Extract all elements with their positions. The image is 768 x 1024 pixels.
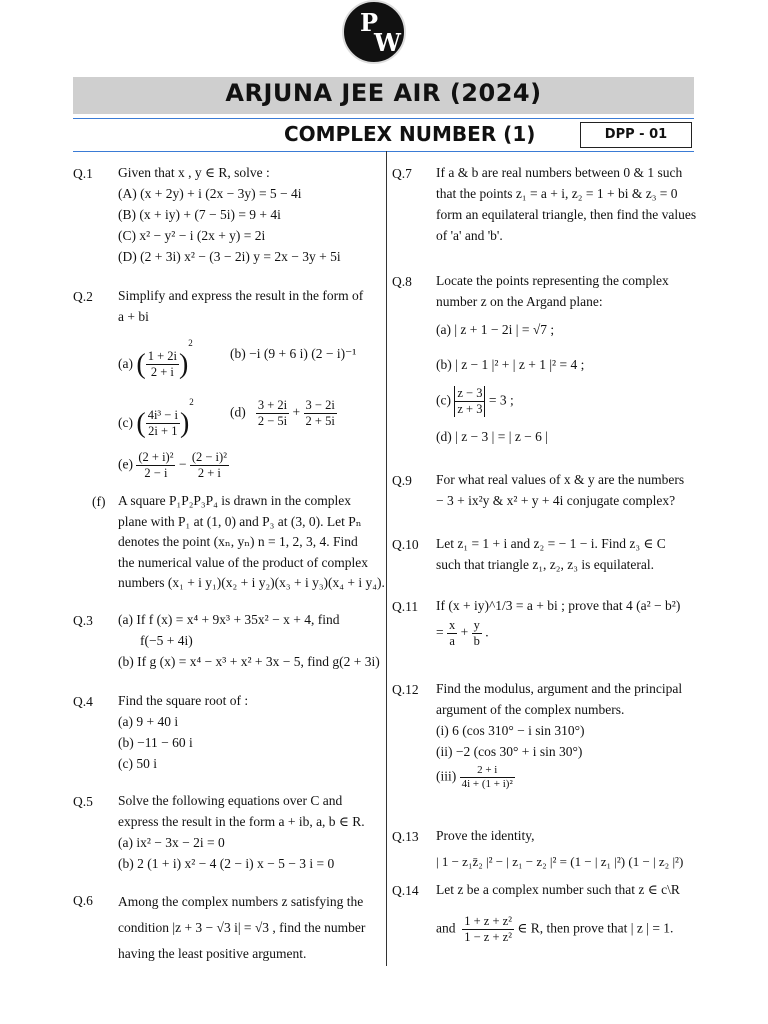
q2-number: Q.2 xyxy=(73,289,93,304)
q14-number: Q.14 xyxy=(392,883,419,898)
q2-a-fraction xyxy=(146,349,179,380)
q2-c-fraction xyxy=(146,408,180,439)
page-title: ARJUNA JEE AIR (2024) xyxy=(225,79,542,107)
q2-part-c xyxy=(118,392,194,439)
q6-body xyxy=(118,889,365,967)
q9-number: Q.9 xyxy=(392,473,412,488)
q1-part-d: (D) (2 + 3i) x² − (3 − 2i) y = 2x − 3y + 5i xyxy=(118,249,341,264)
q8-body xyxy=(436,270,669,312)
q2-d-fraction-2 xyxy=(304,398,337,429)
q13-line-1: Prove the identity, xyxy=(436,828,535,843)
q8-line-1: Locate the points representing the complex xyxy=(436,273,669,288)
q12-iii-label: (iii) xyxy=(436,768,457,784)
q8-part-d: (d) | z − 3 | = | z − 6 | xyxy=(436,429,549,444)
q13-body xyxy=(436,825,683,872)
q5-body xyxy=(118,790,365,874)
q2-line-2: a + bi xyxy=(118,309,149,324)
fraction-denominator: z + 3 xyxy=(457,402,483,416)
q12-iii-fraction xyxy=(460,764,515,791)
q13-identity: | 1 − z₁z̄₂ |² − | z₁ − z₂ |² = (1 − | z₁ |²) (1 − | z₂ |²) xyxy=(436,854,684,869)
paren-left: ( xyxy=(136,407,146,439)
q4-part-c: (c) 50 i xyxy=(118,756,157,771)
q1-part-c: (C) x² − y² − i (2x + y) = 2i xyxy=(118,228,266,243)
q2-part-a xyxy=(118,333,193,380)
q11-fraction-2 xyxy=(472,618,482,649)
q2-d-fraction-1 xyxy=(256,398,289,429)
q6-line-1: Among the complex numbers z satisfying the xyxy=(118,894,364,909)
q1-part-b: (B) (x + iy) + (7 − 5i) = 9 + 4i xyxy=(118,207,281,222)
q6-line-3: having the least positive argument. xyxy=(118,946,307,961)
fraction-denominator: 2 + i xyxy=(150,365,174,380)
q2-e-minus: − xyxy=(178,456,187,472)
q13-number: Q.13 xyxy=(392,829,419,844)
paren-right: ) xyxy=(179,407,190,439)
q10-body xyxy=(436,533,666,575)
fraction-denominator: 4i + (1 + i)² xyxy=(461,778,513,790)
fraction-numerator: 1 + 2i xyxy=(147,349,177,364)
q2-a-label: (a) xyxy=(118,356,133,371)
fraction-denominator: b xyxy=(473,634,480,648)
q7-line-4: of 'a' and 'b'. xyxy=(436,228,503,243)
dpp-badge: DPP - 01 xyxy=(580,122,692,148)
q8-number: Q.8 xyxy=(392,274,412,289)
q2-part-d xyxy=(230,398,337,429)
q5-part-a: (a) ix² − 3x − 2i = 0 xyxy=(118,835,225,850)
q14-and: and xyxy=(436,920,456,936)
q2-f-line-2: plane with P₁ at (1, 0) and P₃ at (3, 0). Let Pₙ xyxy=(118,513,362,529)
q14-line-1: Let z be a complex number such that z ∈ c\R xyxy=(436,882,680,897)
logo-letter-p: P xyxy=(360,8,379,37)
q8-part-a: (a) | z + 1 − 2i | = √7 ; xyxy=(436,322,555,337)
modulus-bars xyxy=(454,386,485,417)
fraction-denominator: 1 − z + z² xyxy=(464,930,512,944)
q10-number: Q.10 xyxy=(392,537,419,552)
period: . xyxy=(485,624,489,640)
q5-part-b: (b) 2 (1 + i) x² − 4 (2 − i) x − 5 − 3 i = 0 xyxy=(118,856,335,871)
q4-part-b: (b) −11 − 60 i xyxy=(118,735,193,750)
q2-e-fraction-1 xyxy=(136,450,175,481)
q2-f-line-3: denotes the point (xₙ, yₙ) n = 1, 2, 3, 4. Find xyxy=(118,534,358,549)
q11-number: Q.11 xyxy=(392,599,419,614)
q14-line-2 xyxy=(436,914,680,945)
q1-body xyxy=(118,162,341,267)
q9-line-1: For what real values of x & y are the numbers xyxy=(436,472,685,487)
paren-right: ) xyxy=(178,348,189,380)
q14-fraction xyxy=(462,914,514,945)
q2-f-line-1: A square P₁P₂P₃P₄ is drawn in the complex xyxy=(118,493,351,508)
column-divider xyxy=(386,151,387,966)
q11-fraction-1 xyxy=(447,618,457,649)
q8-c-label: (c) xyxy=(436,392,451,408)
q7-line-3: form an equilateral triangle, then find the values xyxy=(436,207,697,222)
q12-part-ii: (ii) −2 (cos 30° + i sin 30°) xyxy=(436,744,583,759)
q2-part-b: (b) −i (9 + 6 i) (2 − i)⁻¹ xyxy=(230,346,357,361)
q4-line: Find the square root of : xyxy=(118,693,249,708)
q2-part-f xyxy=(118,491,385,594)
q11-line-2 xyxy=(436,618,680,649)
q8-part-b: (b) | z − 1 |² + | z + 1 |² = 4 ; xyxy=(436,357,585,372)
q4-body xyxy=(118,690,248,774)
q3-number: Q.3 xyxy=(73,613,93,628)
paren-left: ( xyxy=(136,348,146,380)
fraction-numerator: y xyxy=(473,618,480,632)
q12-part-i: (i) 6 (cos 310° − i sin 310°) xyxy=(436,723,585,738)
q11-body xyxy=(436,595,680,649)
q6-line-2: condition |z + 3 − √3 i| = √3 , find the number xyxy=(118,920,366,935)
fraction-numerator: z − 3 xyxy=(457,386,483,400)
q10-line-1: Let z₁ = 1 + i and z₂ = − 1 − i. Find z₃ ∈ C xyxy=(436,536,666,551)
q3-line-1: (a) If f (x) = x⁴ + 9x³ + 35x² − x + 4, find xyxy=(118,612,340,627)
q2-d-label: (d) xyxy=(230,404,246,420)
equals-sign: = xyxy=(436,624,444,640)
q9-line-2: − 3 + ix²y & x² + y + 4i conjugate complex? xyxy=(436,493,676,508)
q3-body xyxy=(118,609,380,672)
q2-d-plus: + xyxy=(292,404,301,420)
q2-e-fraction-2 xyxy=(190,450,229,481)
fraction-numerator: (2 − i)² xyxy=(191,450,227,464)
fraction-denominator: 2i + 1 xyxy=(148,424,178,439)
q12-body xyxy=(436,678,682,762)
q12-part-iii xyxy=(436,764,515,791)
q7-line-2: that the points z₁ = a + i, z₂ = 1 + bi & z₃ = 0 xyxy=(436,186,678,201)
q3-line-2: f(−5 + 4i) xyxy=(140,633,193,648)
fraction-numerator: 1 + z + z² xyxy=(464,914,512,928)
q1-number: Q.1 xyxy=(73,166,93,181)
q2-f-line-5: numbers (x₁ + i y₁)(x₂ + i y₂)(x₃ + i y₃)(x₄ + i y₄). xyxy=(118,575,385,590)
q1-part-a: (A) (x + 2y) + i (2x − 3y) = 5 − 4i xyxy=(118,186,302,201)
q2-line-1: Simplify and express the result in the form of xyxy=(118,288,364,303)
fraction-denominator: 2 + 5i xyxy=(305,414,335,428)
fraction-denominator: 2 − 5i xyxy=(257,414,288,428)
q7-number: Q.7 xyxy=(392,166,412,181)
q12-number: Q.12 xyxy=(392,682,419,697)
fraction-numerator: 4i³ − i xyxy=(147,408,178,423)
q4-number: Q.4 xyxy=(73,694,93,709)
q2-e-label: (e) xyxy=(118,456,133,472)
q11-line-1: If (x + iy)^1/3 = a + bi ; prove that 4 (a² − b²) xyxy=(436,598,681,613)
fraction-numerator: x xyxy=(449,618,456,632)
fraction-numerator: 3 − 2i xyxy=(305,398,335,412)
q12-line-2: argument of the complex numbers. xyxy=(436,702,625,717)
q9-body xyxy=(436,469,684,511)
fraction-denominator: 2 + i xyxy=(197,466,221,480)
q14-body xyxy=(436,879,680,945)
q1-line: Given that x , y ∈ R, solve : xyxy=(118,165,270,180)
q8-part-c xyxy=(436,386,514,417)
q2-body xyxy=(118,285,363,327)
subtitle-divider xyxy=(73,151,694,152)
q2-part-e xyxy=(118,450,229,481)
fraction-numerator: 2 + i xyxy=(460,764,515,778)
q2-c-exponent: 2 xyxy=(189,397,194,407)
logo-letter-w: W xyxy=(374,28,401,57)
q5-line-1: Solve the following equations over C and xyxy=(118,793,343,808)
q2-c-label: (c) xyxy=(118,415,133,430)
fraction-numerator: (2 + i)² xyxy=(138,450,174,464)
q2-f-label: (f) xyxy=(92,494,106,509)
plus-sign: + xyxy=(460,624,469,640)
q10-line-2: such that triangle z₁, z₂, z₃ is equilateral. xyxy=(436,557,655,572)
page-subtitle: COMPLEX NUMBER (1) xyxy=(284,122,536,146)
q6-number: Q.6 xyxy=(73,893,93,908)
q8-c-fraction xyxy=(455,386,484,417)
q7-line-1: If a & b are real numbers between 0 & 1 such xyxy=(436,165,683,180)
q3-line-3: (b) If g (x) = x⁴ − x³ + x² + 3x − 5, find g(2 + 3i) xyxy=(118,654,380,669)
pw-logo xyxy=(342,0,406,64)
q8-line-2: number z on the Argand plane: xyxy=(436,294,603,309)
fraction-denominator: 2 − i xyxy=(144,466,168,480)
fraction-numerator: 3 + 2i xyxy=(257,398,288,412)
q12-line-1: Find the modulus, argument and the principal xyxy=(436,681,683,696)
q4-part-a: (a) 9 + 40 i xyxy=(118,714,179,729)
q2-f-line-4: the numerical value of the product of complex xyxy=(118,554,369,570)
q14-rest: ∈ R, then prove that | z | = 1. xyxy=(517,920,674,936)
q7-body xyxy=(436,162,696,246)
title-banner xyxy=(73,77,694,114)
fraction-denominator: a xyxy=(449,634,455,648)
q8-c-rest: = 3 ; xyxy=(488,392,514,408)
q5-line-2: express the result in the form a + ib, a, b ∈ R. xyxy=(118,814,365,829)
q5-number: Q.5 xyxy=(73,794,93,809)
header-divider xyxy=(73,118,694,119)
q2-a-exponent: 2 xyxy=(188,338,193,348)
